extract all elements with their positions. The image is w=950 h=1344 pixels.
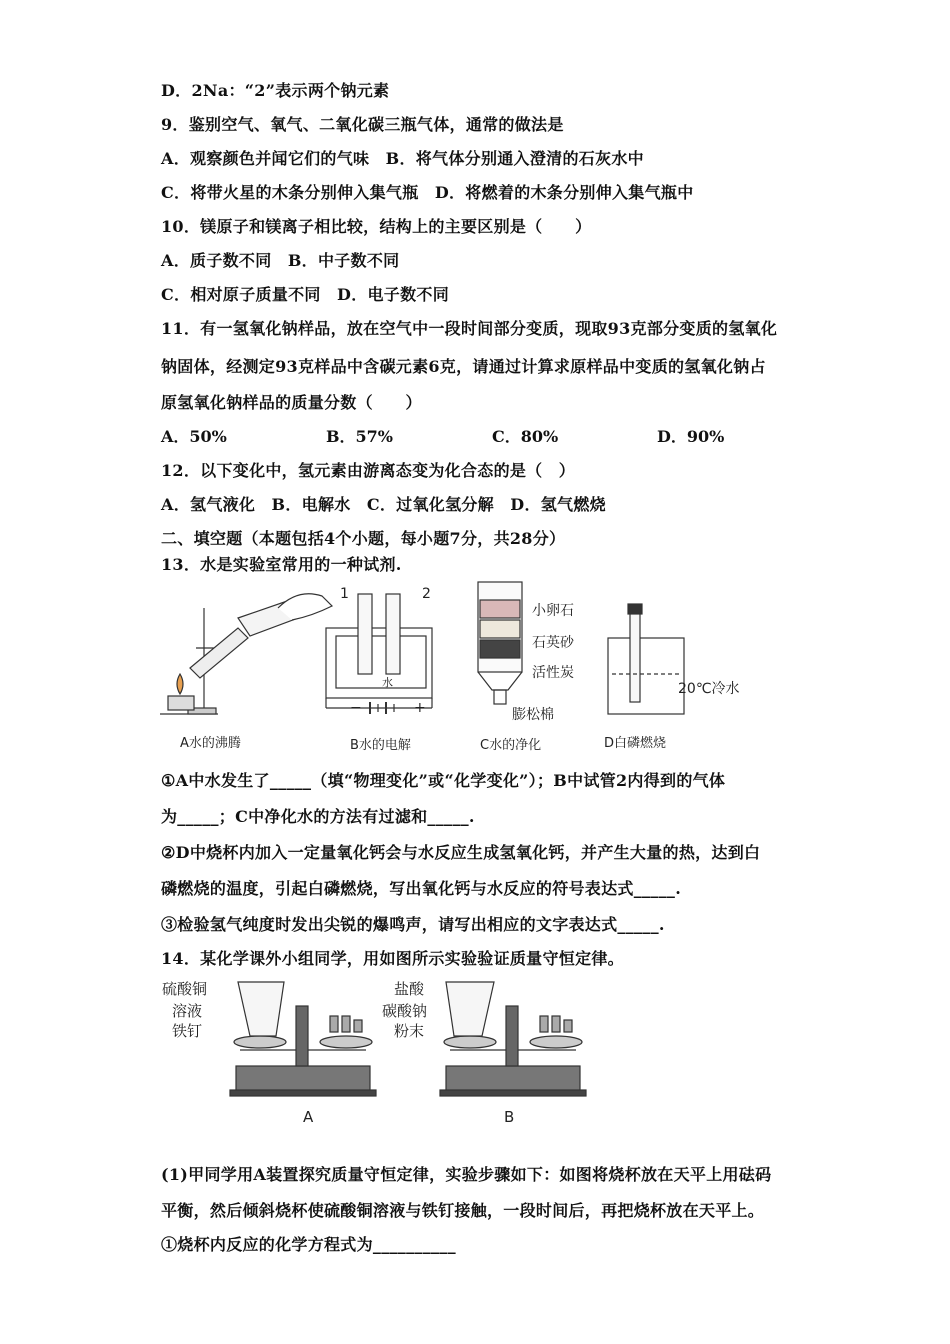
question-11-option-b: B．57% bbox=[326, 427, 393, 446]
positive-label: + bbox=[414, 700, 426, 716]
iron-nail-label: 铁钉 bbox=[172, 1022, 203, 1040]
sodium-carbonate-label: 碳酸钠 bbox=[382, 1002, 428, 1020]
caption-balance-b: B bbox=[504, 1108, 515, 1126]
cotton-label: 膨松棉 bbox=[512, 707, 554, 723]
caption-a: A水的沸腾 bbox=[180, 736, 241, 751]
text-line-d-option: D．2Na：“2”表示两个钠元素 bbox=[161, 81, 390, 100]
negative-label: − bbox=[350, 700, 362, 716]
caption-balance-a: A bbox=[303, 1108, 314, 1126]
figure-13-drawing bbox=[160, 578, 800, 758]
solution-label: 溶液 bbox=[172, 1002, 203, 1020]
hydrochloric-acid-label: 盐酸 bbox=[394, 980, 425, 998]
water-label: 水 bbox=[382, 676, 393, 689]
question-9-options-ab: A．观察颜色并闻它们的气味 B．将气体分别通入澄清的石灰水中 bbox=[161, 149, 644, 168]
section-fill-in-blanks: 二、填空题（本题包括4个小题，每小题7分，共28分） bbox=[161, 529, 566, 548]
question-13-part-2-line-1: ②D中烧杯内加入一定量氧化钙会与水反应生成氢氧化钙，并产生大量的热，达到白 bbox=[161, 843, 761, 862]
question-9: 9．鉴别空气、氧气、二氧化碳三瓶气体，通常的做法是 bbox=[161, 115, 564, 134]
question-12-options: A．氢气液化 B．电解水 C．过氧化氢分解 D．氢气燃烧 bbox=[161, 495, 606, 514]
tube-2-label: 2 bbox=[422, 586, 431, 602]
question-10-options-ab: A．质子数不同 B．中子数不同 bbox=[161, 251, 400, 270]
activated-carbon-label: 活性炭 bbox=[532, 665, 574, 681]
question-13-part-2-line-2: 磷燃烧的温度，引起白磷燃烧，写出氧化钙与水反应的符号表达式_____. bbox=[161, 879, 682, 898]
question-14: 14．某化学课外小组同学，用如图所示实验验证质量守恒定律。 bbox=[161, 949, 624, 968]
cold-water-label: 20℃冷水 bbox=[678, 681, 740, 697]
question-10: 10．镁原子和镁离子相比较，结构上的主要区别是（ ） bbox=[161, 217, 592, 236]
question-11-option-a: A．50% bbox=[161, 427, 227, 446]
question-13-part-3: ③检验氢气纯度时发出尖锐的爆鸣声，请写出相应的文字表达式_____. bbox=[161, 915, 665, 934]
question-14-part-1-line-2: 平衡，然后倾斜烧杯使硫酸铜溶液与铁钉接触，一段时间后，再把烧杯放在天平上。 bbox=[161, 1201, 765, 1220]
caption-b: B水的电解 bbox=[350, 738, 411, 753]
figure-13 bbox=[160, 578, 800, 758]
copper-sulfate-label: 硫酸铜 bbox=[162, 980, 208, 998]
question-11-option-d: D．90% bbox=[657, 427, 725, 446]
question-14-part-1-line-1: (1)甲同学用A装置探究质量守恒定律，实验步骤如下：如图将烧杯放在天平上用砝码 bbox=[161, 1165, 772, 1184]
question-9-options-cd: C．将带火星的木条分别伸入集气瓶 D．将燃着的木条分别伸入集气瓶中 bbox=[161, 183, 694, 202]
question-11-line-1: 11．有一氢氧化钠样品，放在空气中一段时间部分变质，现取93克部分变质的氢氧化 bbox=[161, 319, 778, 338]
question-11-option-c: C．80% bbox=[492, 427, 559, 446]
tube-1-label: 1 bbox=[340, 586, 349, 602]
question-12: 12．以下变化中，氢元素由游离态变为化合态的是（ ） bbox=[161, 461, 576, 480]
question-11-line-2: 钠固体，经测定93克样品中含碳元素6克，请通过计算求原样品中变质的氢氧化钠占 bbox=[161, 357, 766, 376]
question-13-part-1-line-2: 为_____；C中净化水的方法有过滤和_____. bbox=[161, 807, 475, 826]
question-14-part-1-sub-1: ①烧杯内反应的化学方程式为__________ bbox=[161, 1235, 456, 1254]
question-10-options-cd: C．相对原子质量不同 D．电子数不同 bbox=[161, 285, 450, 304]
figure-14-drawing bbox=[160, 976, 590, 1132]
figure-14 bbox=[160, 976, 590, 1132]
question-11-line-3: 原氢氧化钠样品的质量分数（ ） bbox=[161, 393, 422, 412]
question-13-part-1-line-1: ①A中水发生了_____（填“物理变化”或“化学变化”）；B中试管2内得到的气体 bbox=[161, 771, 726, 790]
powder-label: 粉末 bbox=[394, 1022, 425, 1040]
question-13: 13．水是实验室常用的一种试剂. bbox=[161, 555, 402, 574]
caption-c: C水的净化 bbox=[480, 738, 542, 753]
caption-d: D白磷燃烧 bbox=[604, 736, 667, 751]
pebble-label: 小卵石 bbox=[532, 603, 574, 619]
quartz-sand-label: 石英砂 bbox=[532, 635, 574, 651]
